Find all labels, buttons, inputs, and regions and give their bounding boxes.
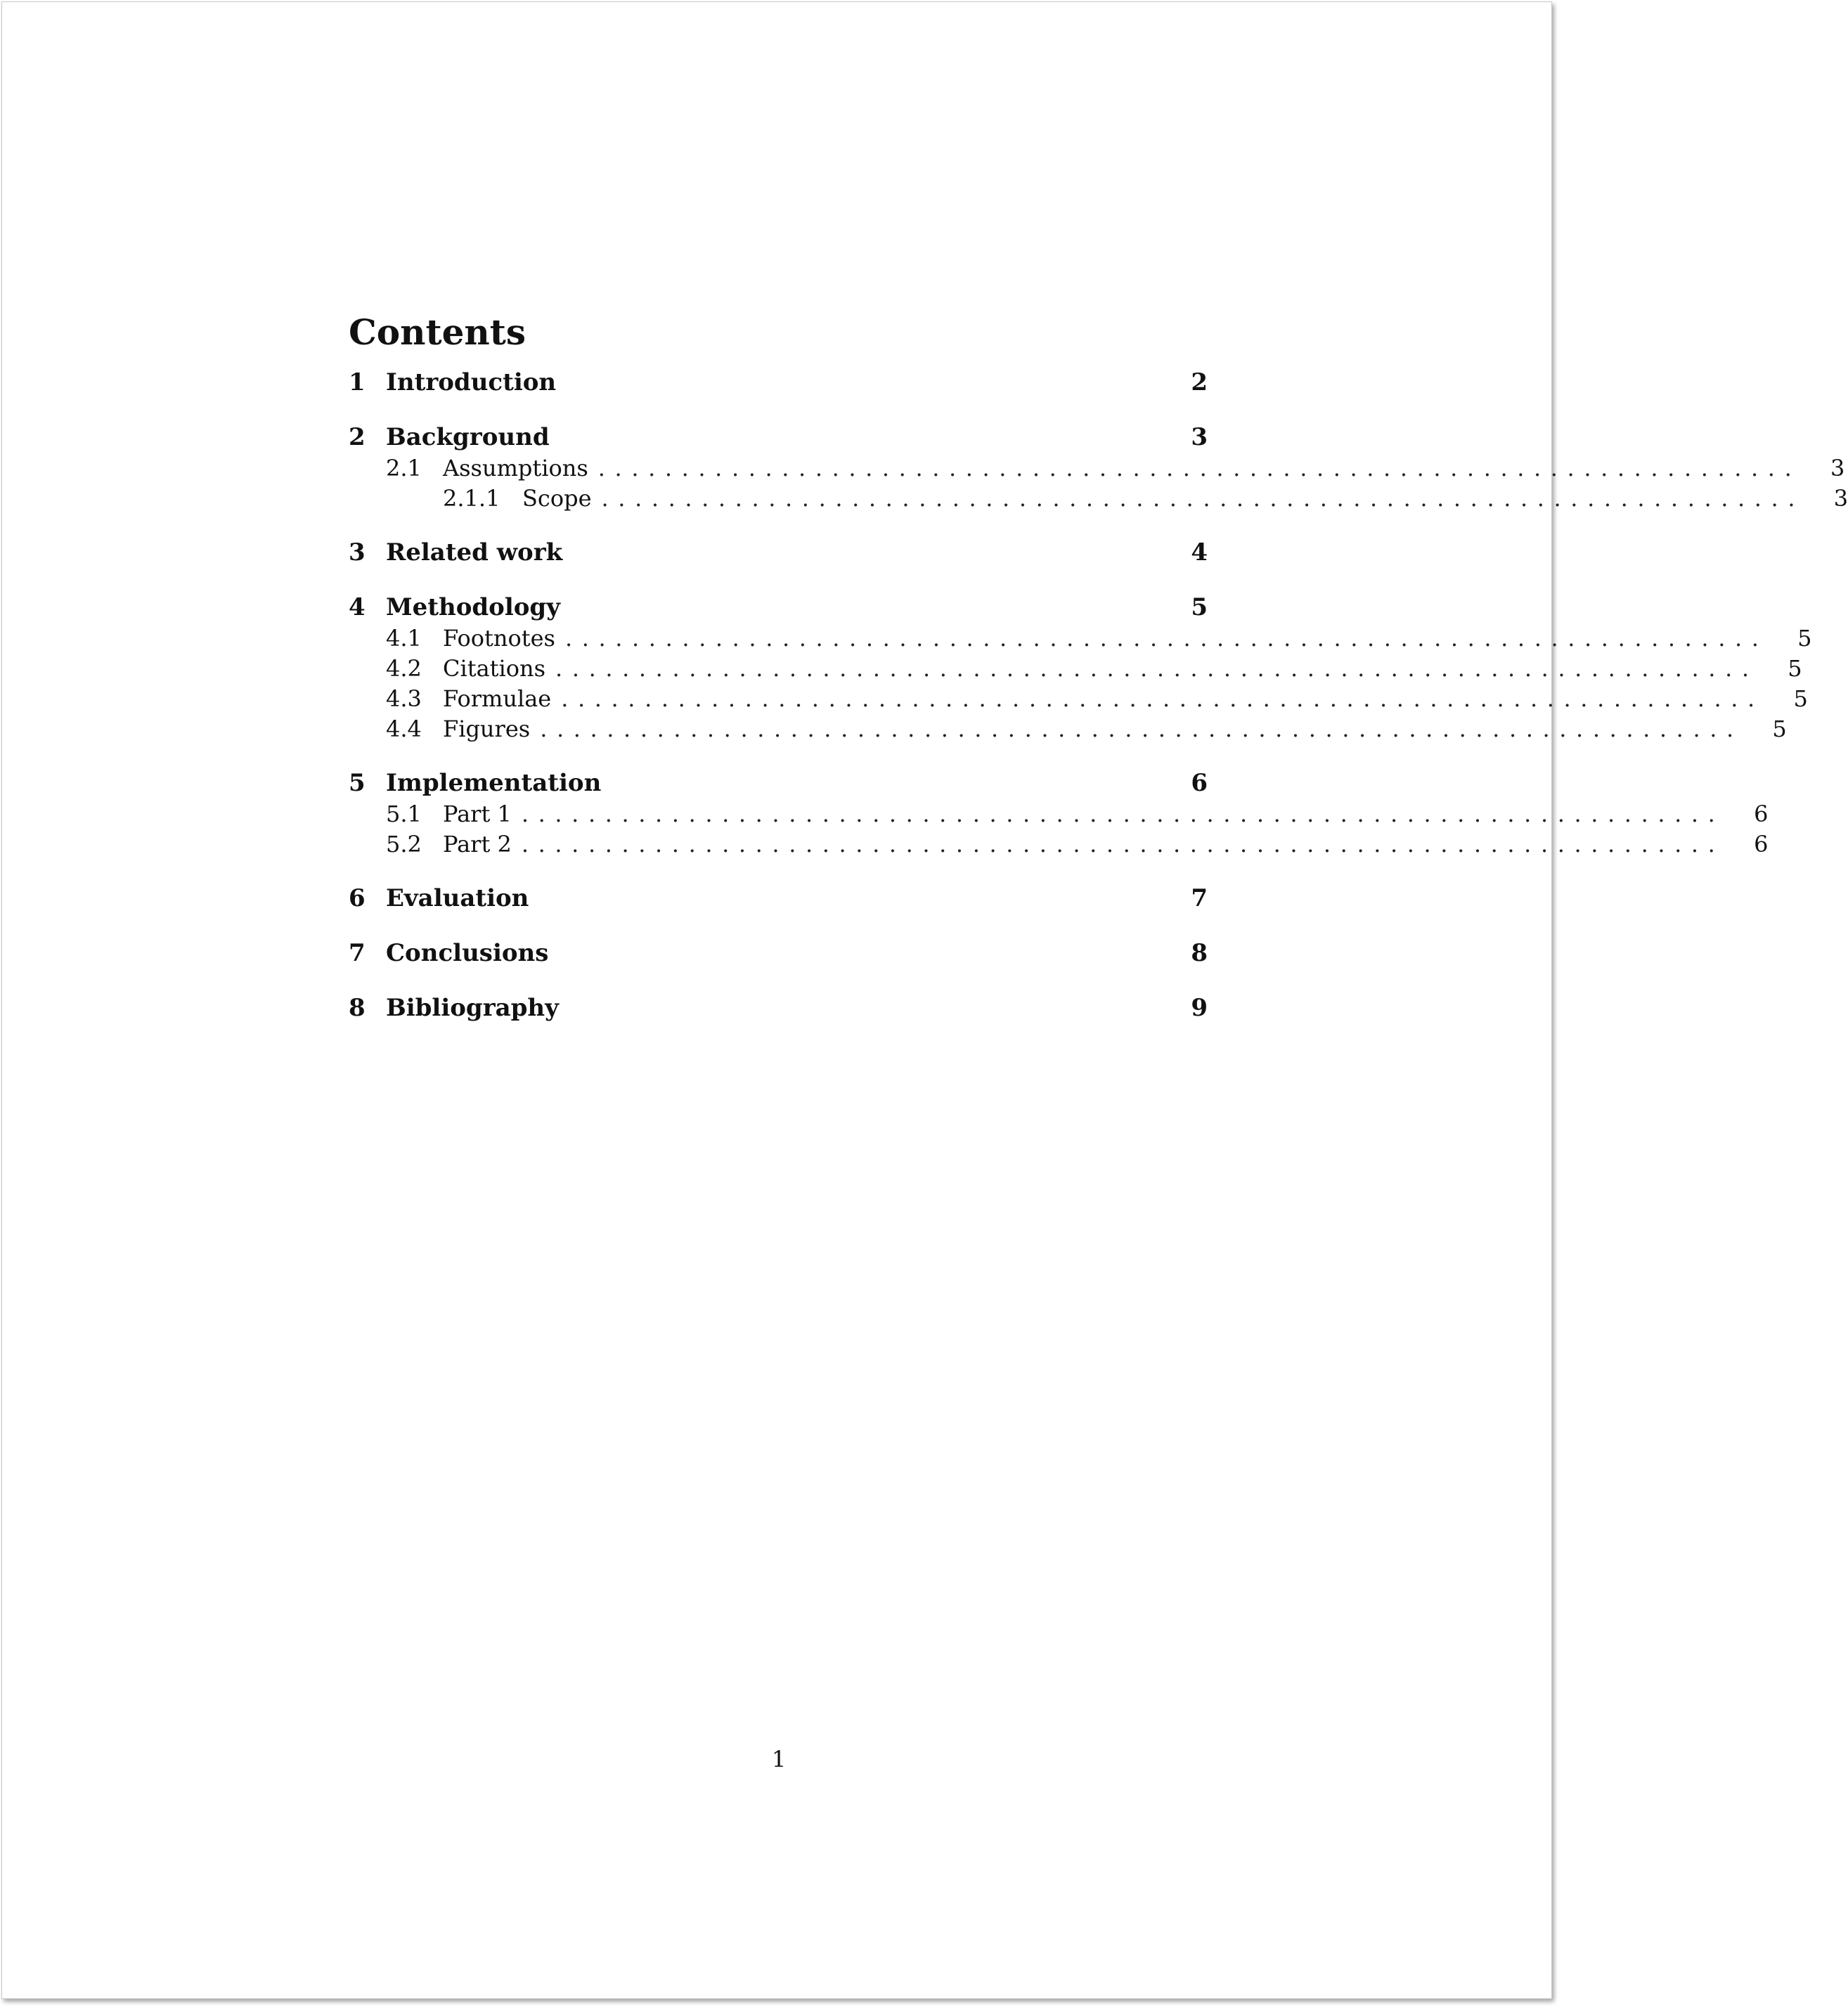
document-page [1,1,1848,1999]
toc-entry-page: 3 [1830,455,1845,481]
toc-entry-number: 5.1 [386,801,422,827]
toc-entry-page: 2 [1191,368,1208,396]
toc-entry-number: 2 [349,423,366,451]
toc-entry-number: 1 [349,368,366,396]
page-number: 1 [771,1746,787,1773]
table-of-contents [349,311,1848,1024]
toc-entry-assumptions[interactable] [349,453,1845,484]
toc-entry-title: Assumptions [443,455,588,481]
toc-entry-background[interactable] [349,421,1208,453]
toc-entry-title: Citations [443,655,546,682]
toc-entry-number: 2.1 [386,455,422,481]
toc-leader-dots: ........................................................................ [561,685,1764,712]
toc-leader-dots: ........................................................................ [601,485,1805,512]
toc-leader-dots: ........................................................................ [597,455,1802,481]
toc-entry-part-2[interactable] [349,829,1769,860]
toc-entry-bibliography[interactable] [349,992,1208,1024]
toc-entry-figures[interactable] [349,714,1787,744]
toc-entry-page: 6 [1754,831,1769,858]
toc-entry-page: 5 [1788,655,1802,682]
toc-entry-number: 4.1 [386,625,422,652]
toc-entry-title: Part 2 [443,831,512,858]
toc-entry-number: 8 [349,994,366,1022]
toc-entry-related-work[interactable] [349,536,1208,569]
toc-entry-number: 2.1.1 [443,485,500,512]
toc-entry-title: Bibliography [386,994,559,1022]
toc-entry-number: 5.2 [386,831,422,858]
toc-entry-number: 4.2 [386,655,422,682]
toc-entry-title: Methodology [386,593,560,621]
toc-leader-dots: ........................................................................ [564,625,1769,652]
toc-entry-page: 4 [1191,538,1208,567]
toc-entry-title: Figures [443,716,531,742]
toc-entry-title: Scope [522,485,592,512]
toc-entry-introduction[interactable] [349,366,1208,399]
toc-entry-page: 5 [1772,716,1787,742]
toc-entry-number: 4.4 [386,716,422,742]
toc-leader-dots: ........................................................................ [540,716,1743,742]
toc-leader-dots: ........................................................................ [555,655,1759,682]
toc-heading: Contents [349,311,526,353]
toc-entry-page: 5 [1797,625,1812,652]
toc-entry-methodology[interactable] [349,591,1208,623]
toc-entry-page: 7 [1191,884,1208,912]
toc-leader-dots: ........................................................................ [521,801,1725,827]
toc-entry-scope[interactable] [349,484,1848,514]
toc-entry-footnotes[interactable] [349,623,1812,654]
toc-entry-title: Conclusions [386,939,549,967]
toc-entry-page: 3 [1833,485,1848,512]
toc-entry-citations[interactable] [349,654,1802,684]
toc-entry-implementation[interactable] [349,767,1208,799]
toc-entry-page: 3 [1191,423,1208,451]
toc-leader-dots: ........................................................................ [521,831,1725,858]
toc-entry-conclusions[interactable] [349,937,1208,969]
toc-entry-part-1[interactable] [349,799,1769,829]
toc-entry-formulae[interactable] [349,684,1808,714]
toc-entry-page: 5 [1191,593,1208,621]
toc-entry-title: Introduction [386,368,557,396]
toc-entry-title: Background [386,423,550,451]
toc-entry-page: 8 [1191,939,1208,967]
toc-entry-page: 5 [1793,685,1808,712]
toc-entry-title: Footnotes [443,625,555,652]
toc-entry-evaluation[interactable] [349,882,1208,914]
toc-entry-title: Implementation [386,769,602,797]
toc-entry-title: Related work [386,538,563,567]
toc-entry-number: 4 [349,593,366,621]
toc-entry-title: Part 1 [443,801,512,827]
toc-entry-number: 5 [349,769,366,797]
toc-entry-number: 7 [349,939,366,967]
toc-entry-number: 4.3 [386,685,422,712]
toc-entry-page: 6 [1191,769,1208,797]
toc-entry-number: 3 [349,538,366,567]
toc-entry-title: Evaluation [386,884,529,912]
toc-entry-number: 6 [349,884,366,912]
toc-entry-title: Formulae [443,685,552,712]
toc-entry-page: 6 [1754,801,1769,827]
toc-entry-page: 9 [1191,994,1208,1022]
